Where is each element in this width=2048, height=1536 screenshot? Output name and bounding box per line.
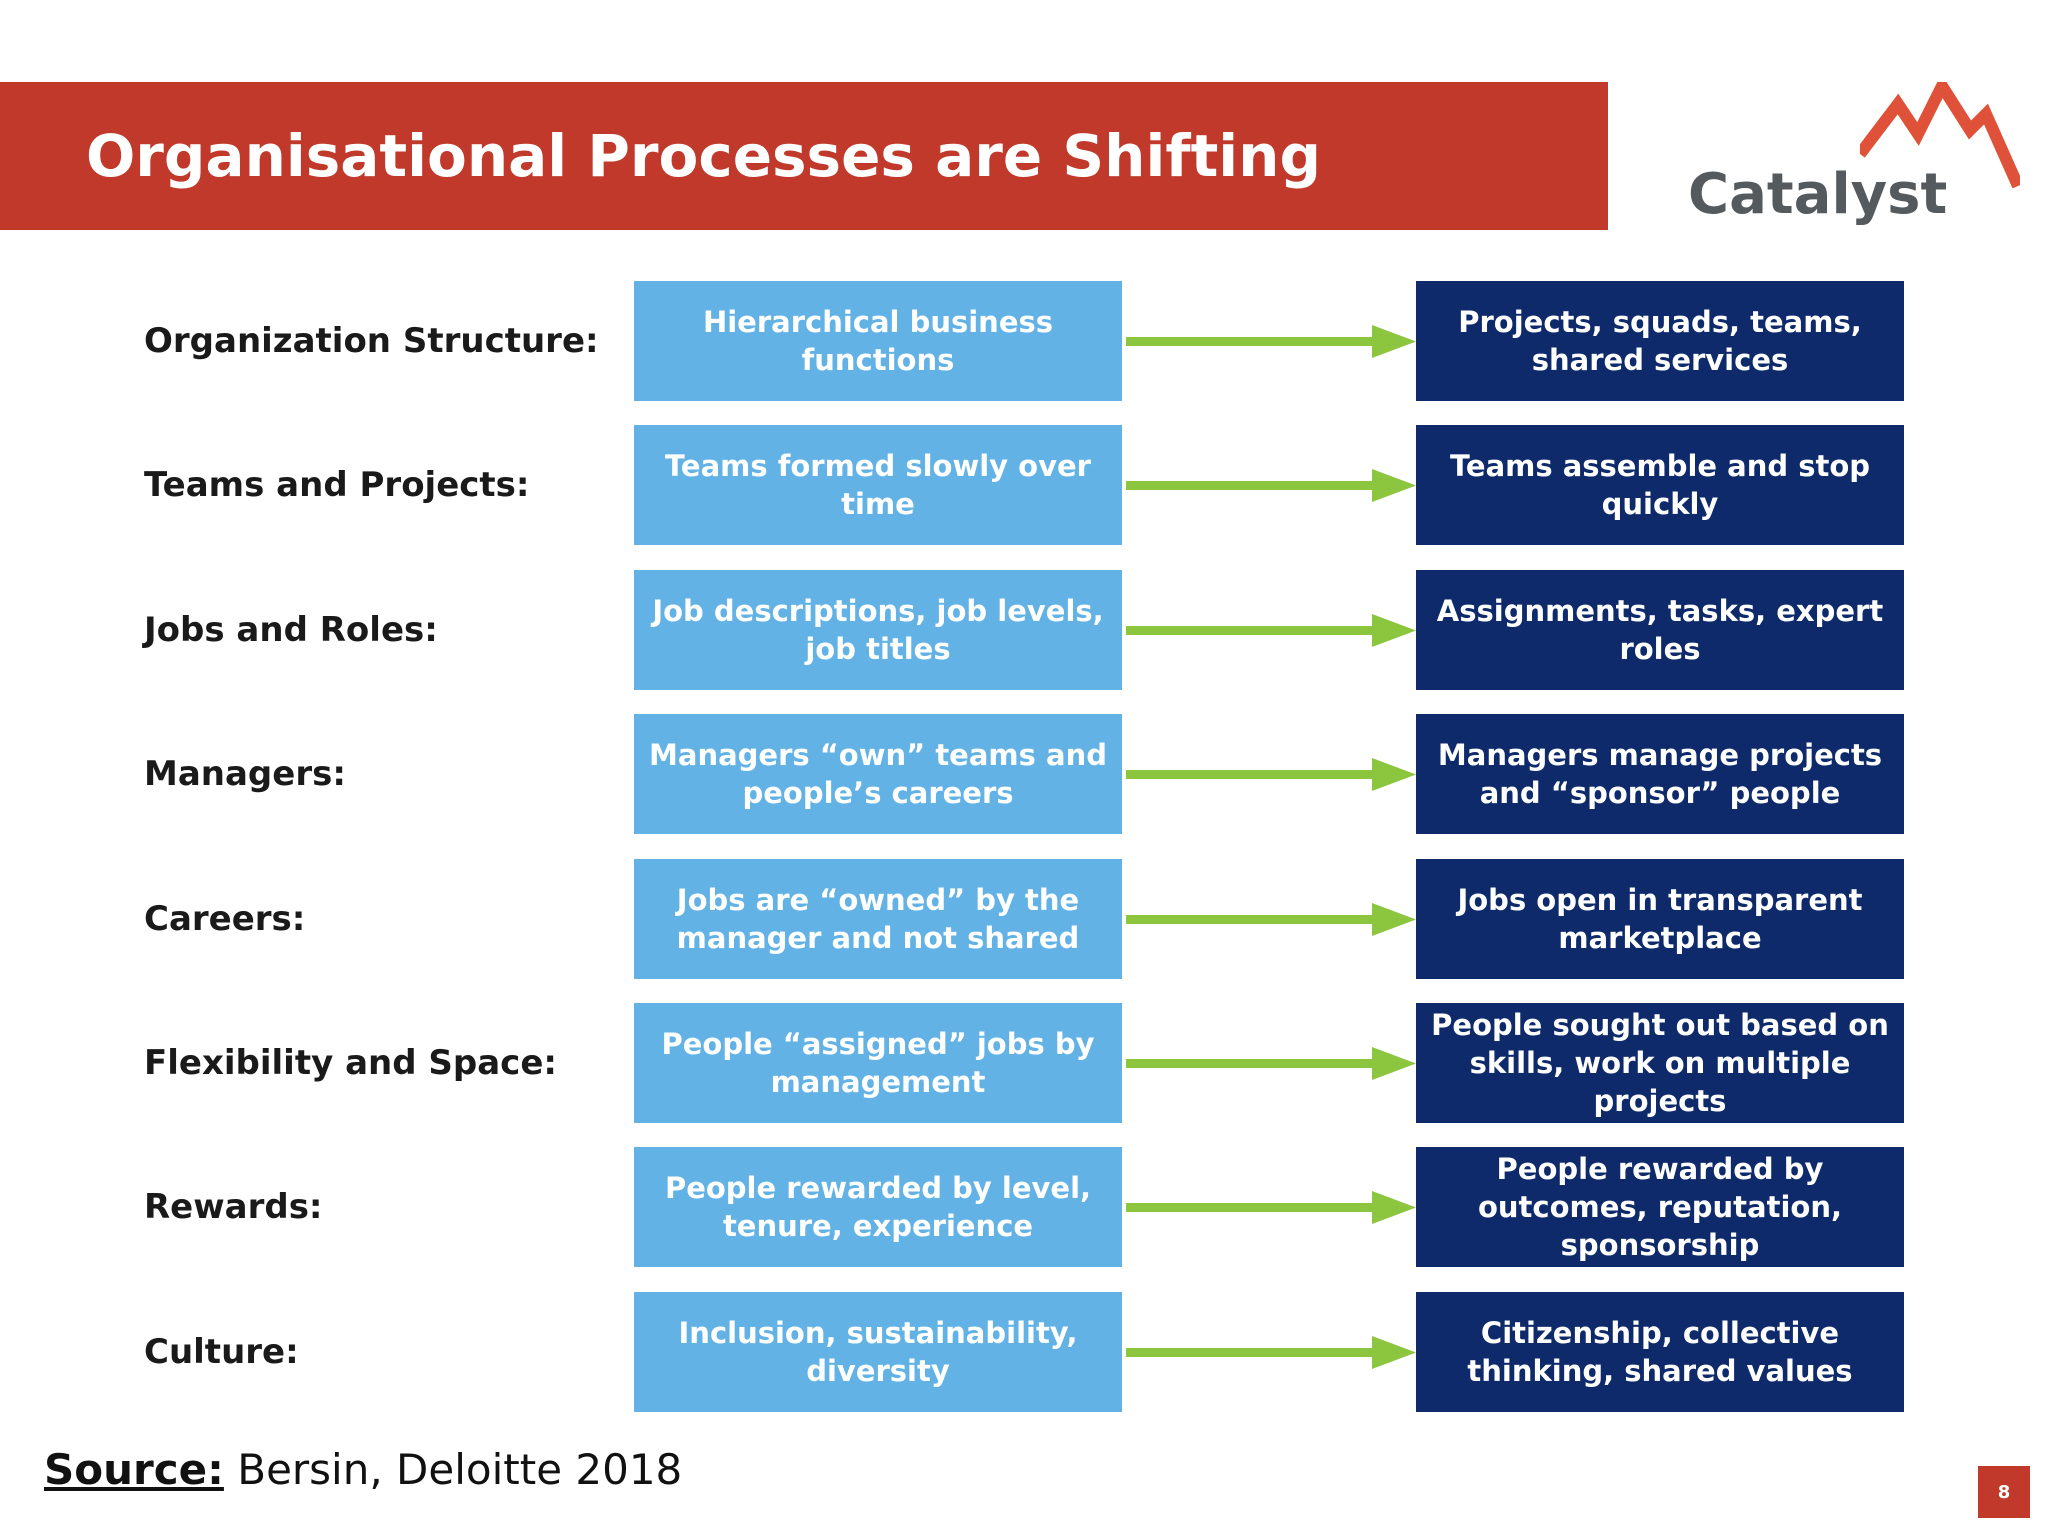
source-citation (44, 1445, 682, 1494)
arrow-right-icon (1126, 1043, 1416, 1083)
page-title: Organisational Processes are Shifting (86, 122, 1321, 190)
arrow-right-icon (1126, 321, 1416, 361)
source-text: Bersin, Deloitte 2018 (223, 1445, 683, 1494)
row-label: Jobs and Roles: (144, 610, 438, 650)
future-state-box: Jobs open in transparent marketplace (1416, 859, 1904, 979)
future-state-box: Citizenship, collective thinking, shared values (1416, 1292, 1904, 1412)
page-number-badge: 8 (1978, 1466, 2030, 1518)
row-label: Organization Structure: (144, 321, 599, 361)
arrow-right-icon (1126, 1332, 1416, 1372)
arrow-right-icon (1126, 1187, 1416, 1227)
current-state-box: Teams formed slowly over time (634, 425, 1122, 545)
current-state-box: Managers “own” teams and people’s careers (634, 714, 1122, 834)
current-state-box: People rewarded by level, tenure, experience (634, 1147, 1122, 1267)
future-state-box: Teams assemble and stop quickly (1416, 425, 1904, 545)
arrow-right-icon (1126, 754, 1416, 794)
future-state-box: People rewarded by outcomes, reputation, sponsorship (1416, 1147, 1904, 1267)
future-state-box: People sought out based on skills, work on multiple projects (1416, 1003, 1904, 1123)
logo-wordmark: Catalyst (1688, 162, 1948, 227)
source-label: Source: (44, 1445, 224, 1494)
row-label: Culture: (144, 1332, 299, 1372)
arrow-right-icon (1126, 899, 1416, 939)
future-state-box: Assignments, tasks, expert roles (1416, 570, 1904, 690)
current-state-box: People “assigned” jobs by management (634, 1003, 1122, 1123)
row-label: Managers: (144, 754, 346, 794)
arrow-right-icon (1126, 465, 1416, 505)
current-state-box: Jobs are “owned” by the manager and not shared (634, 859, 1122, 979)
row-label: Rewards: (144, 1187, 323, 1227)
current-state-box: Job descriptions, job levels, job titles (634, 570, 1122, 690)
current-state-box: Inclusion, sustainability, diversity (634, 1292, 1122, 1412)
row-label: Careers: (144, 899, 306, 939)
current-state-box: Hierarchical business functions (634, 281, 1122, 401)
catalyst-logo (1680, 82, 2020, 242)
row-label: Teams and Projects: (144, 465, 530, 505)
future-state-box: Projects, squads, teams, shared services (1416, 281, 1904, 401)
future-state-box: Managers manage projects and “sponsor” people (1416, 714, 1904, 834)
arrow-right-icon (1126, 610, 1416, 650)
title-bar (0, 82, 1608, 230)
row-label: Flexibility and Space: (144, 1043, 557, 1083)
